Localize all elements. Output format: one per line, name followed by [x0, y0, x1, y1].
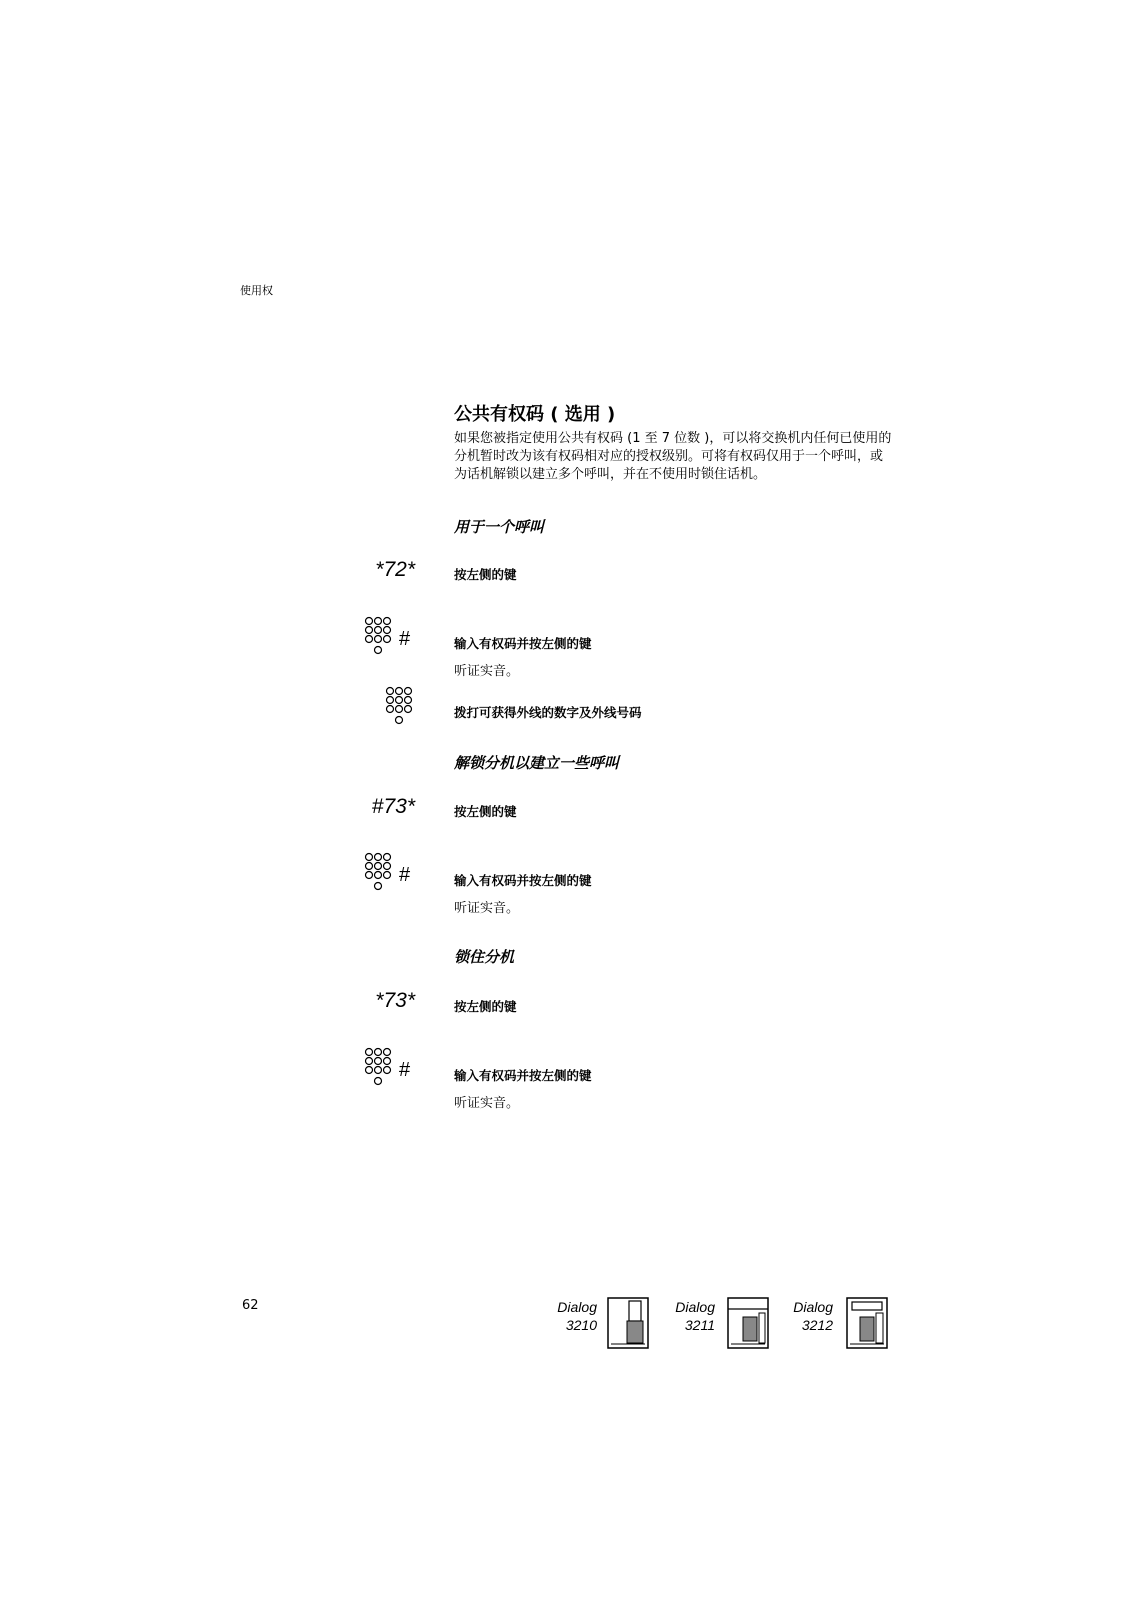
key-code-star73star: *73* — [375, 989, 415, 1012]
instruction-press-keys: 按左侧的键 — [454, 804, 517, 819]
section-heading-single-call: 用于一个呼叫 — [454, 518, 545, 536]
note-confirmation-tone: 听证实音。 — [454, 1096, 520, 1111]
instruction-enter-code: 输入有权码并按左侧的键 — [454, 873, 592, 888]
instruction-enter-code: 输入有权码并按左侧的键 — [454, 636, 592, 651]
keypad-icon — [385, 686, 413, 728]
keypad-icon — [364, 852, 392, 894]
model-label-3211: Dialog 3211 — [675, 1299, 715, 1333]
model-label-3212: Dialog 3212 — [793, 1299, 833, 1333]
running-header: 使用权 — [240, 284, 273, 297]
key-code-hash73star: #73* — [371, 795, 415, 818]
page-title: 公共有权码 ( 选用 ) — [454, 404, 616, 425]
instruction-press-keys: 按左侧的键 — [454, 567, 517, 582]
key-code-star72star: *72* — [375, 558, 415, 581]
hash-key: # — [399, 864, 411, 886]
section-heading-unlock: 解锁分机以建立一些呼叫 — [454, 754, 620, 772]
instruction-enter-code: 输入有权码并按左侧的键 — [454, 1068, 592, 1083]
intro-paragraph: 如果您被指定使用公共有权码 (1 至 7 位数 )，可以将交换机内任何已使用的分机暂时改为该有权码相对应的授权级别。可将有权码仅用于一个呼叫，或为话机解锁以建立多个呼叫，并在不使用时锁住话机。 — [454, 431, 892, 482]
instruction-dial-external: 拨打可获得外线的数字及外线号码 — [454, 705, 642, 720]
keypad-icon — [364, 1047, 392, 1089]
hash-key: # — [399, 628, 411, 650]
phone-3212-icon — [846, 1297, 888, 1349]
keypad-icon — [364, 616, 392, 658]
instruction-press-keys: 按左侧的键 — [454, 999, 517, 1014]
hash-key: # — [399, 1059, 411, 1081]
section-heading-lock: 锁住分机 — [454, 948, 515, 966]
model-label-3210: Dialog 3210 — [557, 1299, 597, 1333]
phone-3210-icon — [607, 1297, 649, 1349]
note-confirmation-tone: 听证实音。 — [454, 901, 520, 916]
note-confirmation-tone: 听证实音。 — [454, 664, 520, 679]
page-number: 62 — [242, 1298, 259, 1313]
